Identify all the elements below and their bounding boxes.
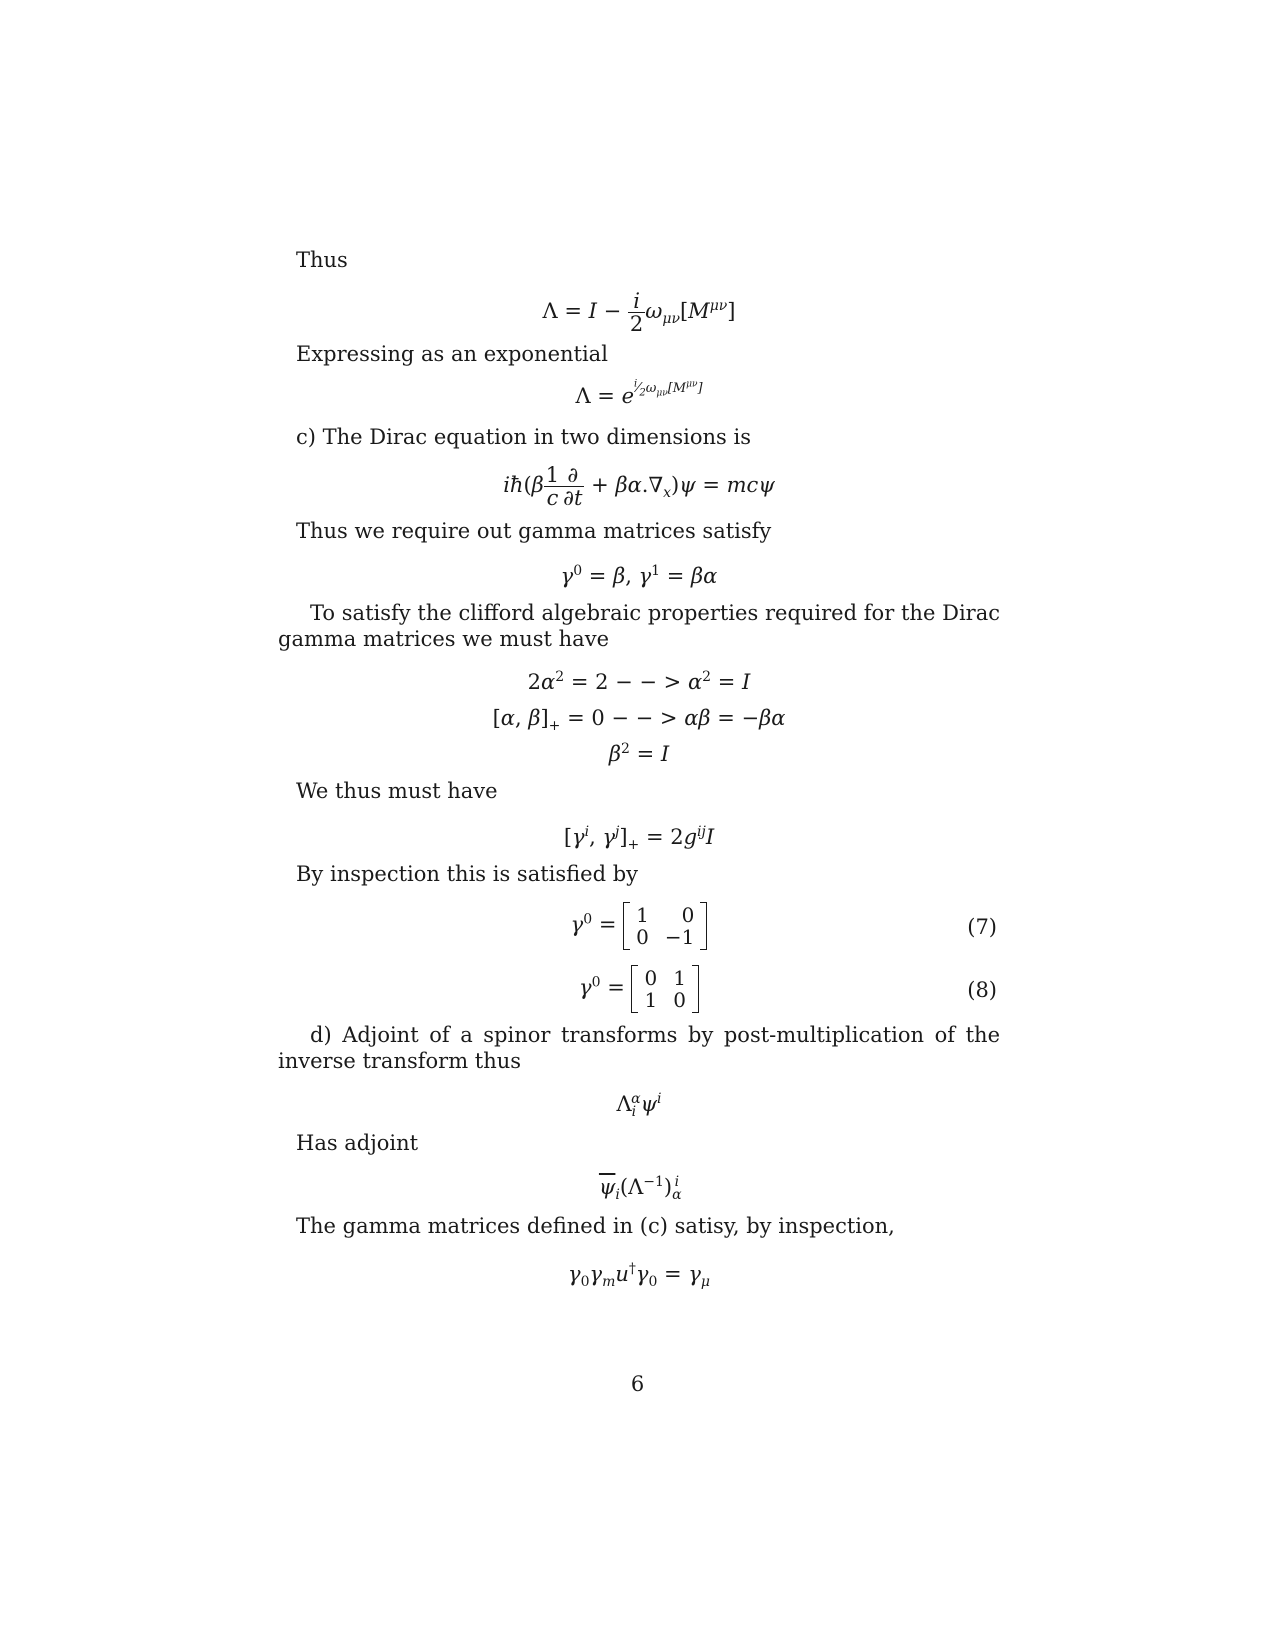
equation-beta-squared: $\beta^2 = I$: [608, 741, 670, 766]
text-thus: Thus: [296, 248, 348, 272]
equation-matrix-8: $\gamma^0$ = 0 1 1 0: [278, 965, 1000, 1013]
equation-lambda-infinitesimal: Λ = I − $\frac{i}{2}$ $\omega_{\mu\nu}[M^{\mu\nu}]$: [542, 289, 736, 336]
matrix-7-cell: 0: [681, 903, 695, 927]
matrix-8-cell: 0: [644, 966, 658, 990]
equation-alpha-squared: $2\alpha^2 = 2$ − − > $\alpha^2 = I$: [527, 669, 751, 694]
text-we-thus: We thus must have: [296, 779, 498, 803]
page-number: 6: [630, 1372, 645, 1396]
equation-adjoint: $\overline{\psi}_i(\Lambda^{-1})_\alpha^i$: [598, 1174, 682, 1204]
matrix-7: [623, 902, 707, 950]
matrix-8: [631, 965, 698, 1013]
equation-dirac-2d: iħ(β $\frac{1}{c}$ $\frac{\partial}{\partial t}$ + $\beta\alpha.\nabla_x)\psi = mc\psi$: [503, 463, 775, 510]
paragraph-part-d: d) Adjoint of a spinor transforms by post-multiplication of the inverse transform thus: [278, 1023, 1000, 1073]
equation-gamma-definitions: $\gamma^0 = \beta$, $\gamma^1 = \beta\alpha$: [560, 563, 718, 588]
paragraph-clifford: To satisfy the clifford algebraic properties required for the Dirac gamma matrices we must have: [278, 601, 1000, 651]
text-has-adjoint: Has adjoint: [296, 1131, 419, 1155]
equation-lambda-exponential: $\Lambda = e^{^i⁄_2\omega_{\mu\nu}[M^{\mu\nu}]}$: [575, 378, 703, 408]
matrix-8-cell: 1: [673, 966, 686, 990]
matrix-8-cell: 1: [644, 988, 658, 1012]
text-gamma-defined: The gamma matrices defined in (c) satisy, by inspection,: [296, 1214, 895, 1238]
text-require: Thus we require out gamma matrices satisfy: [296, 519, 772, 543]
text-expressing: Expressing as an exponential: [296, 342, 608, 366]
text-part-c: c) The Dirac equation in two dimensions is: [296, 425, 752, 449]
equation-clifford-relation: [$\gamma^i$, $\gamma^j]_+ = 2g^{ij}I$: [563, 824, 715, 854]
matrix-7-cell: −1: [664, 925, 695, 949]
equation-number-8: (8): [967, 978, 997, 1002]
equation-anticommutator: [α, $\beta]_+ = 0$ − − > αβ = −βα: [492, 706, 786, 735]
matrix-7-cell: 0: [636, 925, 649, 949]
matrix-7-cell: 1: [636, 903, 649, 927]
equation-spinor-transform: $\Lambda_i^\alpha\psi^i$: [616, 1091, 662, 1121]
text-inspection: By inspection this is satisfied by: [296, 862, 639, 886]
equation-gamma-relation: $\gamma_0\gamma_mu^\dagger\gamma_0 = \gamma_\mu$: [568, 1261, 710, 1291]
matrix-8-cell: 0: [673, 988, 686, 1012]
equation-number-7: (7): [967, 915, 997, 939]
equation-matrix-7: $\gamma^0$ = 1 0 0 −1: [278, 902, 1000, 950]
